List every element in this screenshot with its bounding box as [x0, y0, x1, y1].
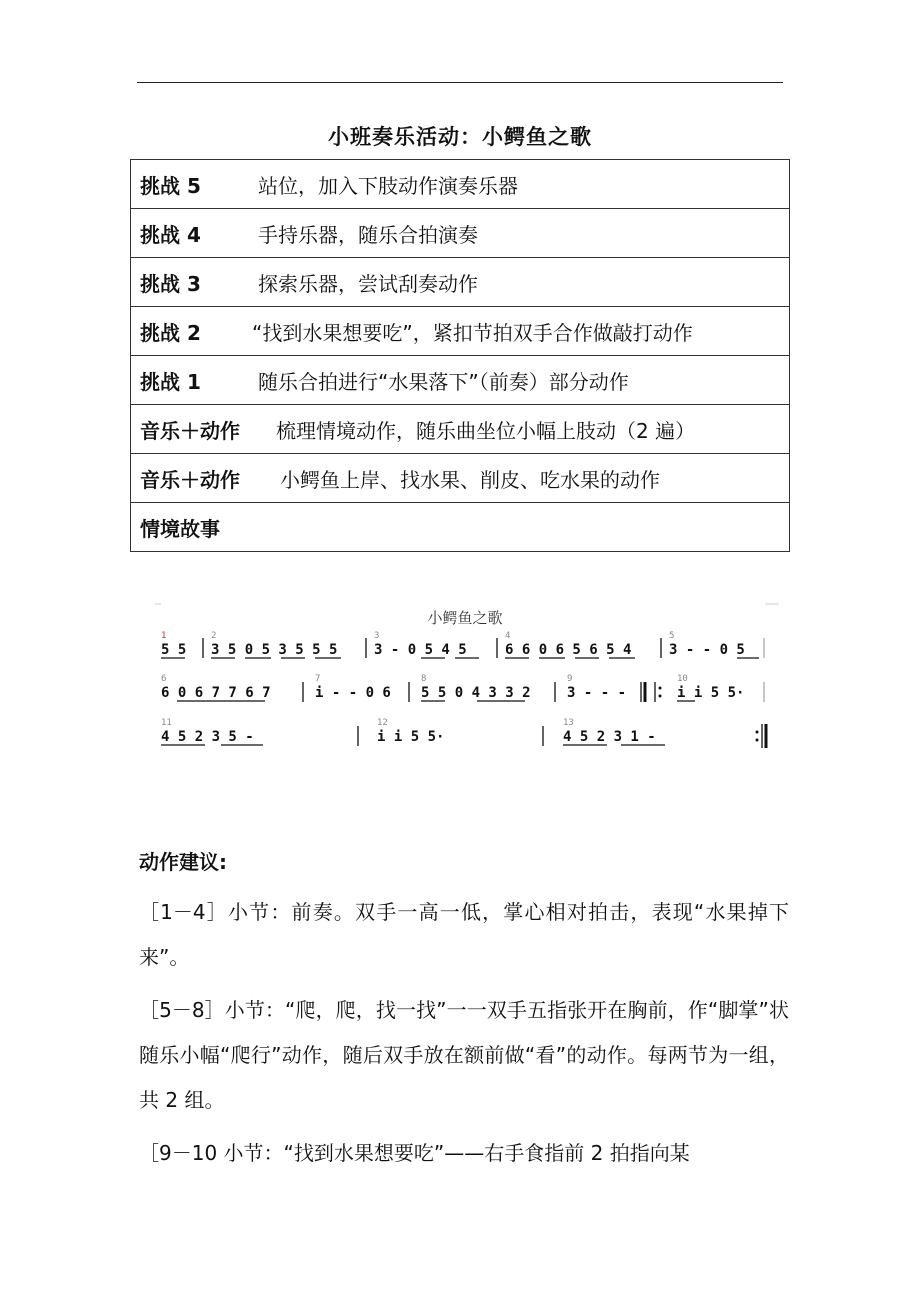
measure-notes: 3 - - - — [567, 685, 627, 701]
header-rule — [137, 82, 783, 83]
row-label: 情境故事 — [140, 516, 220, 541]
measure-notes: 4 5 2 3 1 - — [563, 729, 656, 745]
table-row — [131, 356, 790, 405]
measure-notes: i i 5 5· — [377, 729, 445, 745]
row-text: 站位，加入下肢动作演奏乐器 — [258, 173, 518, 198]
activity-table — [130, 159, 790, 552]
paragraph: ［9－10 小节：“找到水果想要吃”——右手食指前 2 拍指向某 — [139, 1141, 690, 1165]
measure-number: 13 — [563, 718, 574, 728]
action-suggestions — [139, 846, 789, 1184]
measure-notes: 5 5 0 4 3 3 2 — [421, 685, 531, 701]
table-row — [131, 503, 790, 552]
table-cell — [131, 454, 790, 503]
table-cell — [131, 356, 790, 405]
measure-notes: i - - 0 6 — [315, 685, 391, 701]
measure-number: 5 — [669, 631, 675, 641]
measure-number: 9 — [567, 674, 573, 684]
row-label: 挑战 3 — [140, 271, 201, 296]
row-text: 梳理情境动作，随乐曲坐位小幅上肢动（2 遍） — [276, 418, 696, 443]
measure-notes: 3 5 0 5 3 5 5 5 — [211, 642, 338, 658]
table-row — [131, 209, 790, 258]
measure-number: 12 — [377, 718, 388, 728]
row-label: 挑战 2 — [140, 320, 201, 345]
measure-notes: 5 5 — [161, 642, 187, 658]
paragraph: ［5－8］小节：“爬，爬，找一找”一一双手五指张开在胸前，作“脚掌”状随乐小幅“爬行”动作，随后双手放在额前做“看”的动作。每两节为一组，共 2 组。 — [139, 998, 789, 1112]
music-score — [155, 598, 780, 758]
row-label: 音乐＋动作 — [140, 467, 240, 492]
measure-number: 3 — [374, 631, 380, 641]
measure-number: 10 — [677, 674, 688, 684]
measure-number: 8 — [421, 674, 427, 684]
section-heading: 动作建议: — [139, 850, 227, 874]
row-text: 随乐合拍进行“水果落下”（前奏）部分动作 — [258, 369, 629, 394]
measure-notes: 6 0 6 7 7 6 7 — [161, 685, 271, 701]
table-cell — [131, 258, 790, 307]
measure-number: 1 — [161, 631, 167, 641]
table-row — [131, 160, 790, 209]
row-text: “找到水果想要吃”，紧扣节拍双手合作做敲打动作 — [252, 320, 693, 345]
score-svg — [155, 598, 780, 758]
table-cell — [131, 160, 790, 209]
table-row — [131, 258, 790, 307]
table-cell — [131, 307, 790, 356]
measure-number: 11 — [161, 718, 172, 728]
row-label: 挑战 1 — [140, 369, 201, 394]
measure-number: 6 — [161, 674, 167, 684]
measure-notes: 4 5 2 3 5 - — [161, 729, 254, 745]
measure-notes: i i 5 5· — [677, 685, 745, 701]
row-text: 小鳄鱼上岸、找水果、削皮、吃水果的动作 — [280, 467, 660, 492]
row-label: 挑战 4 — [140, 222, 201, 247]
table-cell — [131, 209, 790, 258]
measure-notes: 3 - - 0 5 — [669, 642, 745, 658]
paragraph: ［1－4］小节：前奏。双手一高一低，掌心相对拍击，表现“水果掉下来”。 — [139, 900, 789, 969]
measure-notes: 3 - 0 5 4 5 — [374, 642, 467, 658]
row-text: 探索乐器，尝试刮奏动作 — [258, 271, 478, 296]
measure-number: 2 — [211, 631, 217, 641]
table-row — [131, 307, 790, 356]
measure-number: 4 — [505, 631, 511, 641]
table-cell — [131, 503, 790, 552]
measure-number: 7 — [315, 674, 321, 684]
measure-notes: 6 6 0 6 5 6 5 4 — [505, 642, 632, 658]
page-title: 小班奏乐活动：小鳄鱼之歌 — [328, 125, 592, 149]
table-row — [131, 454, 790, 503]
table-cell — [131, 405, 790, 454]
score-title: 小鳄鱼之歌 — [427, 609, 503, 627]
table-row — [131, 405, 790, 454]
row-text: 手持乐器，随乐合拍演奏 — [258, 222, 478, 247]
row-label: 音乐＋动作 — [140, 418, 240, 443]
row-label: 挑战 5 — [140, 173, 201, 198]
